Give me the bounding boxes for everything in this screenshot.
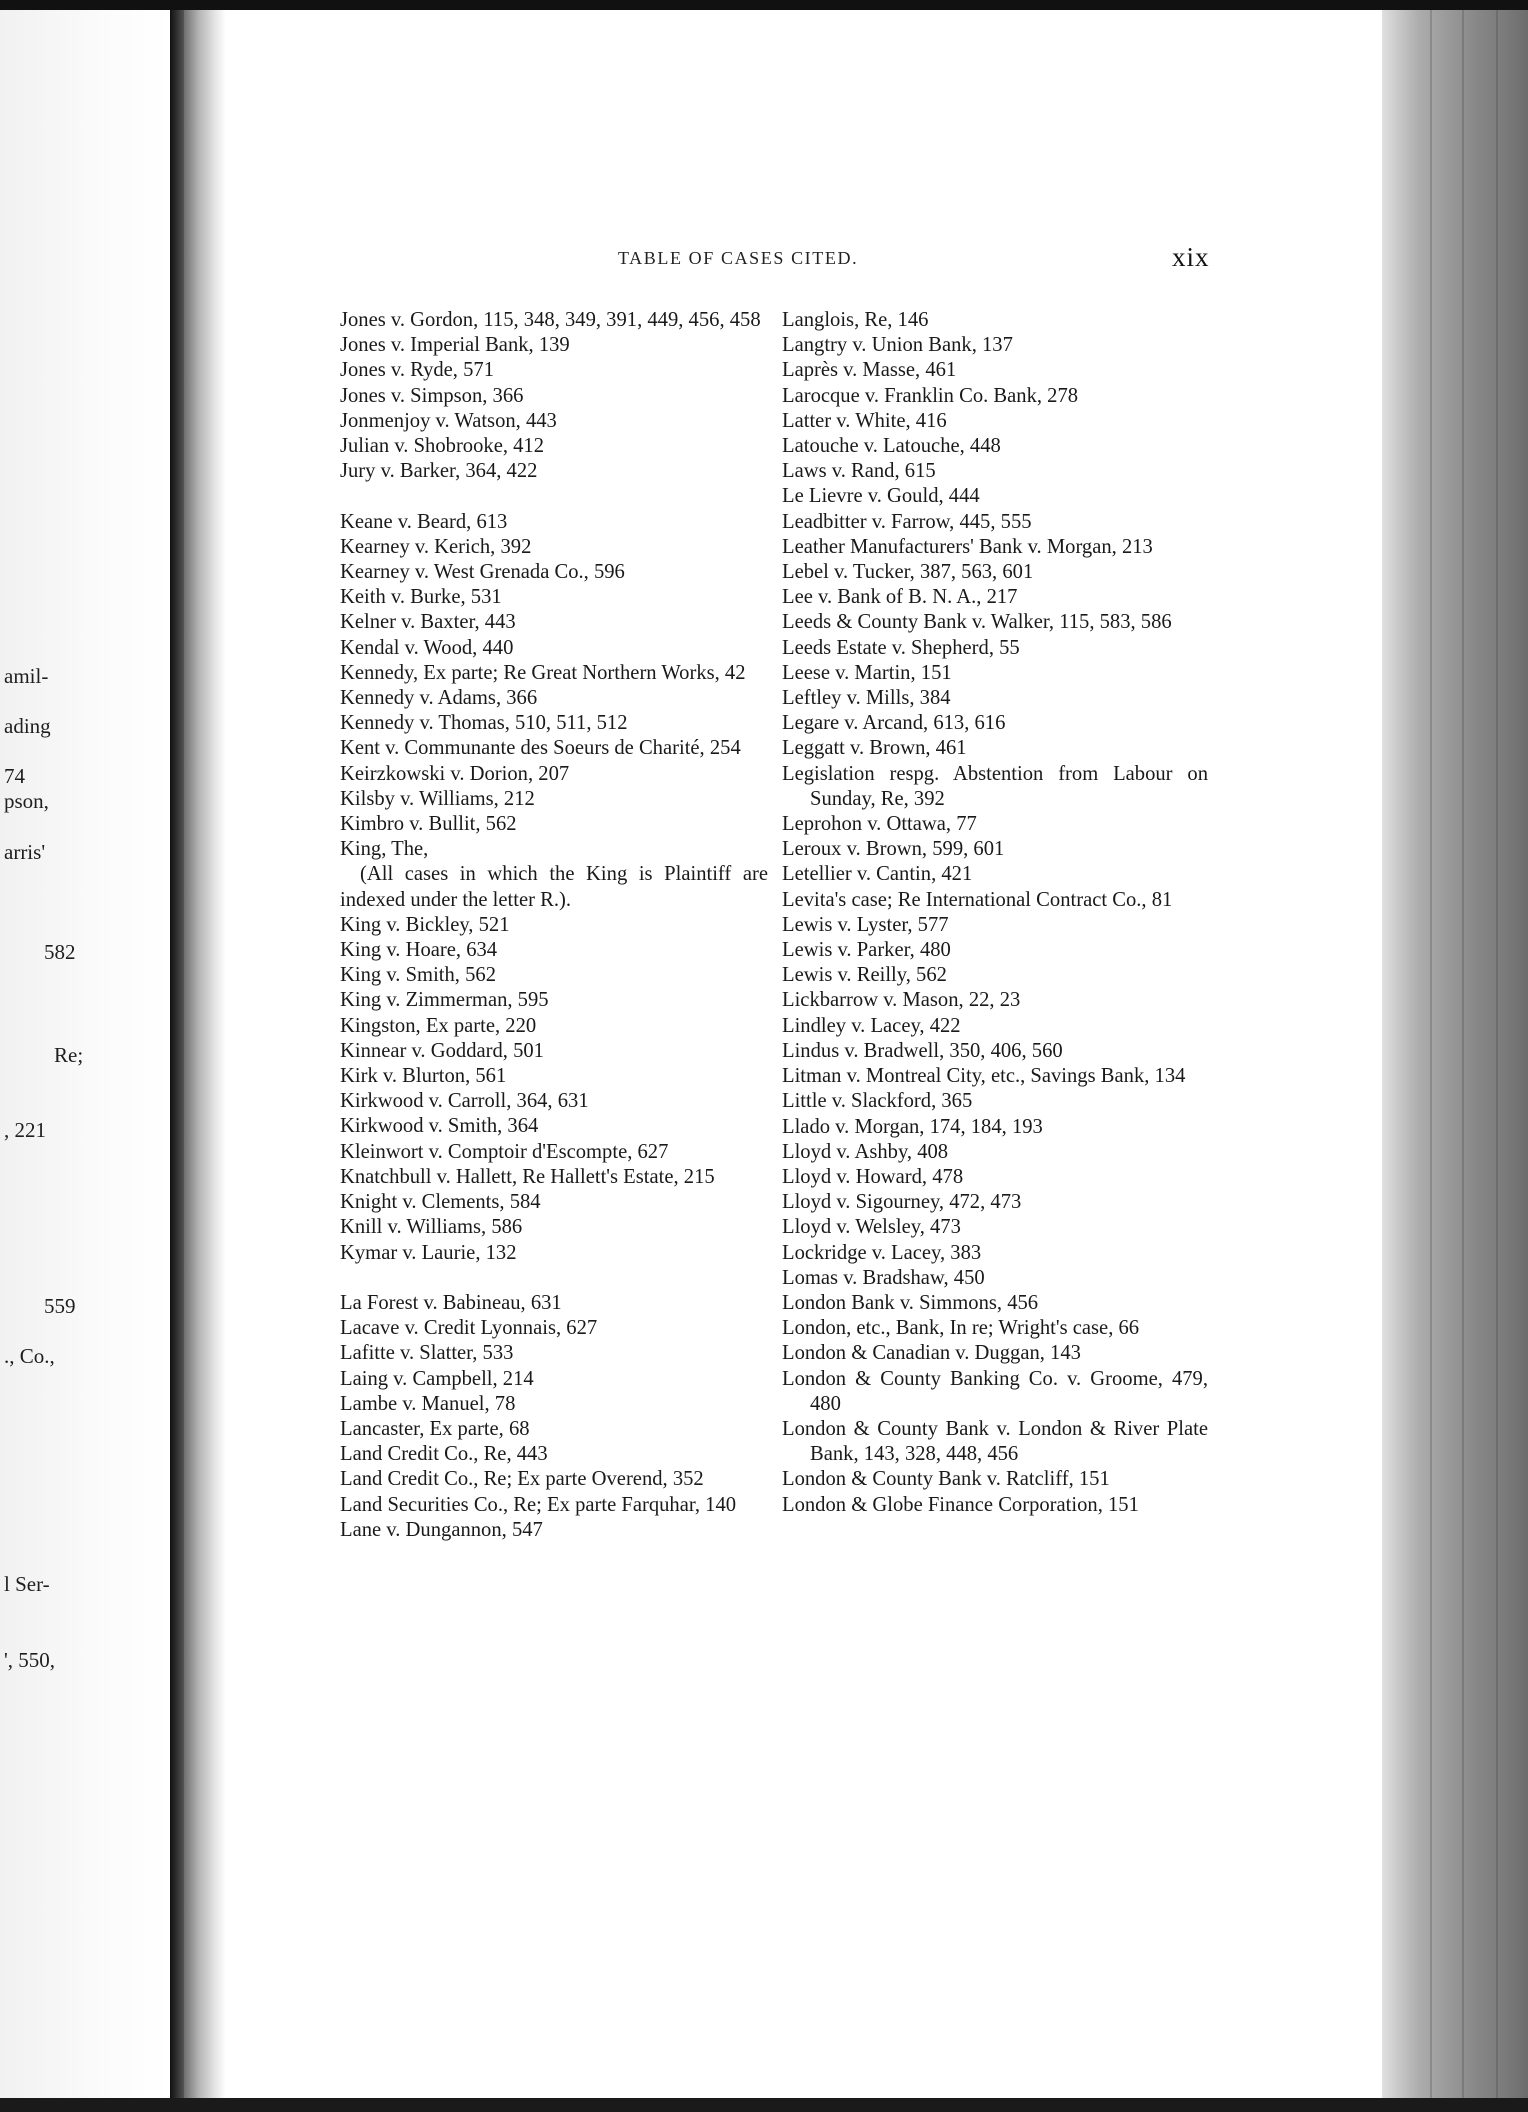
case-entry: (All cases in which the King is Plaintiff are indexed under the letter R.). bbox=[340, 863, 768, 911]
case-entry: Kennedy v. Adams, 366 bbox=[340, 687, 538, 710]
case-entry: Knill v. Williams, 586 bbox=[340, 1216, 523, 1239]
case-entry: Jury v. Barker, 364, 422 bbox=[340, 460, 538, 483]
case-entry: King v. Hoare, 634 bbox=[340, 939, 498, 962]
index-column-left bbox=[340, 308, 768, 1543]
case-entry: Julian v. Shobrooke, 412 bbox=[340, 435, 545, 458]
case-entry: Lacave v. Credit Lyonnais, 627 bbox=[340, 1317, 598, 1340]
case-entry: Little v. Slackford, 365 bbox=[782, 1090, 973, 1113]
case-entry: London & County Bank v. London & River Plate Bank, 143, 328, 448, 456 bbox=[782, 1417, 1208, 1466]
case-entry: London, etc., Bank, In re; Wright's case, 66 bbox=[782, 1317, 1140, 1340]
page-stack-edge bbox=[1382, 10, 1528, 2098]
case-entry: King v. Bickley, 521 bbox=[340, 913, 510, 936]
case-entry: Leese v. Martin, 151 bbox=[782, 661, 952, 684]
case-entry: Jones v. Ryde, 571 bbox=[340, 359, 494, 382]
book-gutter bbox=[170, 10, 184, 2098]
case-entry: Kennedy v. Thomas, 510, 511, 512 bbox=[340, 712, 628, 735]
page-header bbox=[0, 240, 1528, 280]
facing-page-fragment: pson, bbox=[4, 789, 49, 813]
case-entry: Lane v. Dungannon, 547 bbox=[340, 1518, 543, 1541]
facing-page-fragment: ., Co., bbox=[4, 1344, 55, 1368]
case-entry: Land Credit Co., Re; Ex parte Overend, 352 bbox=[340, 1468, 704, 1491]
case-entry: Kilsby v. Williams, 212 bbox=[340, 787, 535, 810]
case-entry: Lafitte v. Slatter, 533 bbox=[340, 1342, 514, 1365]
case-entry: La Forest v. Babineau, 631 bbox=[340, 1291, 562, 1314]
case-entry: Levita's case; Re International Contract Co., 81 bbox=[782, 888, 1173, 911]
case-entry: Leather Manufacturers' Bank v. Morgan, 213 bbox=[782, 535, 1153, 558]
case-entry: Land Securities Co., Re; Ex parte Farquhar, 140 bbox=[340, 1493, 737, 1516]
case-entry: Kingston, Ex parte, 220 bbox=[340, 1014, 537, 1037]
case-entry: Letellier v. Cantin, 421 bbox=[782, 863, 973, 886]
case-entry: Kirkwood v. Carroll, 364, 631 bbox=[340, 1090, 589, 1113]
case-entry: Jonmenjoy v. Watson, 443 bbox=[340, 409, 557, 432]
case-entry: Lloyd v. Howard, 478 bbox=[782, 1165, 964, 1188]
case-entry: Lloyd v. Welsley, 473 bbox=[782, 1216, 961, 1239]
section-gap bbox=[340, 484, 768, 509]
case-entry: Jones v. Simpson, 366 bbox=[340, 384, 524, 407]
case-entry: London & Globe Finance Corporation, 151 bbox=[782, 1493, 1139, 1516]
case-entry: Langlois, Re, 146 bbox=[782, 309, 929, 331]
running-title: TABLE OF CASES CITED. bbox=[618, 248, 859, 268]
case-entry: Kirk v. Blurton, 561 bbox=[340, 1065, 507, 1088]
case-entry: Latouche v. Latouche, 448 bbox=[782, 435, 1001, 458]
case-entry: Jones v. Gordon, 115, 348, 349, 391, 449, 456, 458 bbox=[340, 309, 761, 331]
case-entry: Lewis v. Parker, 480 bbox=[782, 939, 951, 962]
case-entry: Lewis v. Lyster, 577 bbox=[782, 913, 949, 936]
facing-page-fragment: 582 bbox=[44, 940, 76, 964]
case-entry: Lee v. Bank of B. N. A., 217 bbox=[782, 586, 1018, 609]
case-entry: Lewis v. Reilly, 562 bbox=[782, 964, 947, 987]
case-entry: Leggatt v. Brown, 461 bbox=[782, 737, 967, 760]
case-entry: Laprès v. Masse, 461 bbox=[782, 359, 957, 382]
case-entry: King, The, bbox=[340, 838, 429, 861]
case-entry: Larocque v. Franklin Co. Bank, 278 bbox=[782, 384, 1079, 407]
case-entry: Llado v. Morgan, 174, 184, 193 bbox=[782, 1115, 1043, 1138]
scan-top-border bbox=[0, 0, 1528, 10]
case-entry: Legislation respg. Abstention from Labour on Sunday, Re, 392 bbox=[782, 762, 1208, 810]
index-column-right bbox=[782, 308, 1208, 1518]
case-entry: Lebel v. Tucker, 387, 563, 601 bbox=[782, 561, 1034, 584]
facing-page-fragment: 559 bbox=[44, 1294, 76, 1318]
case-entry: Lloyd v. Ashby, 408 bbox=[782, 1140, 949, 1163]
facing-page-edge bbox=[0, 10, 172, 2098]
case-entry: Kelner v. Baxter, 443 bbox=[340, 611, 516, 634]
case-entry: Lickbarrow v. Mason, 22, 23 bbox=[782, 989, 1021, 1012]
page-stack-line bbox=[1462, 10, 1464, 2098]
case-entry: Kinnear v. Goddard, 501 bbox=[340, 1039, 544, 1062]
scan-bottom-border bbox=[0, 2098, 1528, 2112]
case-entry: Leeds & County Bank v. Walker, 115, 583, 586 bbox=[782, 611, 1172, 634]
case-entry: Lambe v. Manuel, 78 bbox=[340, 1392, 516, 1415]
case-entry: Knight v. Clements, 584 bbox=[340, 1191, 541, 1214]
case-entry: Keirzkowski v. Dorion, 207 bbox=[340, 762, 570, 785]
case-entry: Leadbitter v. Farrow, 445, 555 bbox=[782, 510, 1032, 533]
facing-page-fragment: arris' bbox=[4, 840, 46, 864]
facing-page-fragment: ', 550, bbox=[4, 1648, 56, 1672]
case-entry: Kimbro v. Bullit, 562 bbox=[340, 813, 517, 836]
case-entry: Knatchbull v. Hallett, Re Hallett's Estate, 215 bbox=[340, 1165, 715, 1188]
case-entry: London & County Banking Co. v. Groome, 479, 480 bbox=[782, 1367, 1208, 1415]
case-entry: Leroux v. Brown, 599, 601 bbox=[782, 838, 1005, 861]
case-entry: Litman v. Montreal City, etc., Savings Bank, 134 bbox=[782, 1065, 1186, 1088]
facing-page-fragment: Re; bbox=[54, 1043, 84, 1067]
case-entry: Keith v. Burke, 531 bbox=[340, 586, 502, 609]
case-entry: King v. Zimmerman, 595 bbox=[340, 989, 549, 1012]
case-entry: Kennedy, Ex parte; Re Great Northern Works, 42 bbox=[340, 661, 746, 684]
case-entry: Keane v. Beard, 613 bbox=[340, 510, 508, 533]
case-entry: King v. Smith, 562 bbox=[340, 964, 496, 987]
case-entry: Leftley v. Mills, 384 bbox=[782, 687, 951, 710]
facing-page-fragment: l Ser- bbox=[4, 1572, 50, 1596]
page-stack-line bbox=[1496, 10, 1498, 2098]
facing-page-fragment: , 221 bbox=[4, 1118, 46, 1142]
facing-page-fragment: ading bbox=[4, 714, 51, 738]
case-entry: Laing v. Campbell, 214 bbox=[340, 1367, 534, 1390]
case-entry: Lloyd v. Sigourney, 472, 473 bbox=[782, 1191, 1022, 1214]
case-entry: Kearney v. Kerich, 392 bbox=[340, 535, 532, 558]
case-entry: Kendal v. Wood, 440 bbox=[340, 636, 514, 659]
case-entry: Leeds Estate v. Shepherd, 55 bbox=[782, 636, 1020, 659]
case-entry: Kleinwort v. Comptoir d'Escompte, 627 bbox=[340, 1140, 669, 1163]
case-entry: Legare v. Arcand, 613, 616 bbox=[782, 712, 1006, 735]
facing-page-fragment: 74 bbox=[4, 764, 25, 788]
case-entry: London & County Bank v. Ratcliff, 151 bbox=[782, 1468, 1110, 1491]
page-stack-line bbox=[1430, 10, 1432, 2098]
case-entry: Land Credit Co., Re, 443 bbox=[340, 1443, 548, 1466]
case-entry: Kent v. Communante des Soeurs de Charité, 254 bbox=[340, 737, 741, 760]
case-entry: Lancaster, Ex parte, 68 bbox=[340, 1417, 530, 1440]
case-entry: Kymar v. Laurie, 132 bbox=[340, 1241, 517, 1264]
case-entry: London Bank v. Simmons, 456 bbox=[782, 1291, 1039, 1314]
case-entry: Kearney v. West Grenada Co., 596 bbox=[340, 561, 625, 584]
case-entry: Latter v. White, 416 bbox=[782, 409, 947, 432]
case-entry: Jones v. Imperial Bank, 139 bbox=[340, 334, 570, 357]
case-entry: Lindley v. Lacey, 422 bbox=[782, 1014, 961, 1037]
page-number: xix bbox=[1172, 242, 1210, 272]
case-entry: Lindus v. Bradwell, 350, 406, 560 bbox=[782, 1039, 1063, 1062]
gutter-shadow bbox=[184, 10, 226, 2098]
case-entry: Leprohon v. Ottawa, 77 bbox=[782, 813, 977, 836]
case-entry: Kirkwood v. Smith, 364 bbox=[340, 1115, 539, 1138]
case-entry: Lockridge v. Lacey, 383 bbox=[782, 1241, 982, 1264]
section-gap bbox=[340, 1266, 768, 1291]
case-entry: London & Canadian v. Duggan, 143 bbox=[782, 1342, 1081, 1365]
case-entry: Laws v. Rand, 615 bbox=[782, 460, 936, 483]
case-entry: Le Lievre v. Gould, 444 bbox=[782, 485, 980, 508]
facing-page-fragment: amil- bbox=[4, 664, 49, 688]
case-entry: Lomas v. Bradshaw, 450 bbox=[782, 1266, 985, 1289]
case-entry: Langtry v. Union Bank, 137 bbox=[782, 334, 1013, 357]
